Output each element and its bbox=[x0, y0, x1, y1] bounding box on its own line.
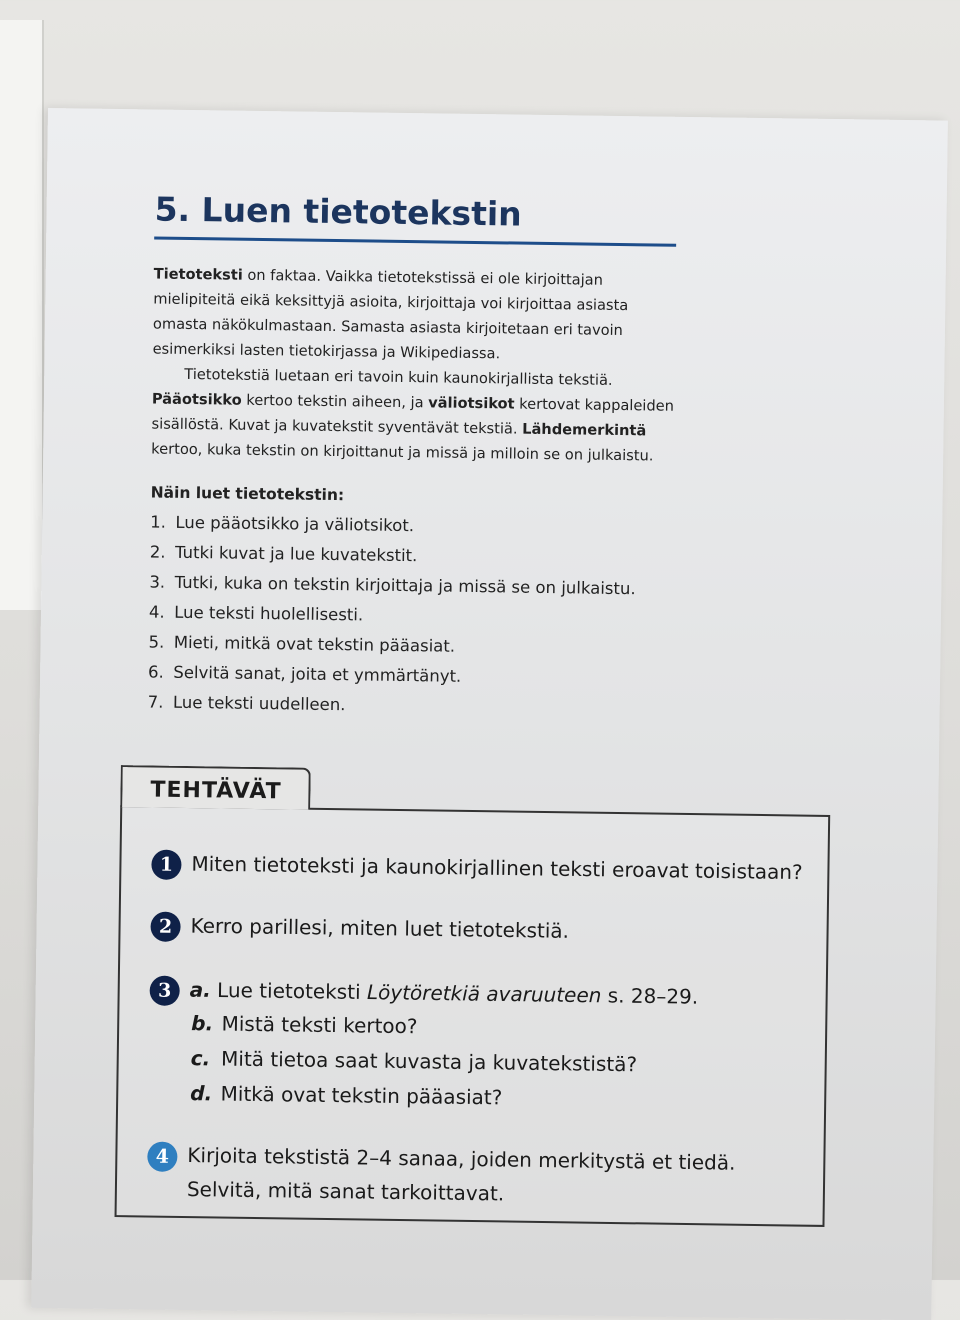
intro-paragraph-1 bbox=[152, 261, 681, 368]
task-text: Kerro parillesi, miten luet tietotekstiä. bbox=[190, 913, 570, 943]
book-page bbox=[31, 108, 948, 1320]
step-number: 3. bbox=[149, 572, 166, 592]
term-valiotsikot: väliotsikot bbox=[428, 394, 515, 413]
task-text: Mitä tietoa saat kuvasta ja kuvatekstistä? bbox=[220, 1046, 638, 1077]
tasks-heading: TEHTÄVÄT bbox=[150, 777, 282, 805]
intro-text bbox=[151, 261, 682, 468]
subtask-label: b. bbox=[191, 1011, 214, 1036]
step-number: 7. bbox=[147, 692, 164, 712]
task-number-badge: 4 bbox=[147, 1141, 177, 1171]
adjacent-text-fragment bbox=[0, 296, 20, 311]
step-number: 4. bbox=[148, 602, 165, 622]
task-2 bbox=[150, 912, 569, 948]
subtask-a bbox=[190, 978, 699, 1009]
task-text: Lue tietoteksti bbox=[216, 977, 361, 1004]
subtask-label: d. bbox=[190, 1081, 213, 1106]
adjacent-text-fragment bbox=[0, 266, 20, 281]
task-text: Selvitä, mitä sanat tarkoittavat. bbox=[186, 1177, 505, 1206]
task-number-badge: 1 bbox=[151, 850, 181, 880]
howto-steps-list bbox=[148, 507, 761, 725]
page-content bbox=[148, 190, 765, 726]
adjacent-text-fragment bbox=[0, 116, 20, 131]
step-text: Lue teksti huolellisesti. bbox=[174, 602, 364, 625]
adjacent-text-fragment bbox=[0, 236, 20, 251]
task-text: Miten tietoteksti ja kaunokirjallinen teksti eroavat toisistaan? bbox=[191, 851, 803, 885]
adjacent-text-fragment bbox=[0, 206, 20, 221]
intro-paragraph-2 bbox=[151, 361, 680, 468]
subtask-label: c. bbox=[190, 1046, 211, 1071]
intro-text-span: Tietotekstiä luetaan eri tavoin kuin kaunokirjallista tekstiä. bbox=[184, 365, 613, 389]
task-4 bbox=[147, 1137, 736, 1213]
tasks-tab bbox=[120, 765, 311, 810]
task-1 bbox=[151, 850, 803, 889]
subtask-label: a. bbox=[189, 977, 211, 1002]
step-text: Lue teksti uudelleen. bbox=[172, 692, 346, 715]
adjacent-text-fragment bbox=[0, 176, 20, 191]
adjacent-page bbox=[0, 20, 44, 610]
task-text: Mitkä ovat tekstin pääasiat? bbox=[220, 1081, 503, 1110]
subtask-d bbox=[190, 1076, 697, 1118]
tasks-box bbox=[115, 777, 831, 1227]
task-text: s. 28–29. bbox=[607, 983, 699, 1009]
term-tietoteksti: Tietoteksti bbox=[153, 265, 243, 284]
adjacent-text-fragment bbox=[0, 326, 20, 341]
adjacent-text-fragment bbox=[0, 146, 20, 161]
howto-heading: Näin luet tietotekstin: bbox=[150, 483, 345, 505]
step-number: 1. bbox=[150, 512, 167, 532]
step-number: 2. bbox=[149, 542, 166, 562]
step-text: Mieti, mitkä ovat tekstin pääasiat. bbox=[173, 632, 456, 656]
task-text: Mistä teksti kertoo? bbox=[221, 1011, 418, 1039]
term-paaotsikko: Pääotsikko bbox=[151, 390, 242, 409]
title-underline bbox=[154, 236, 676, 246]
book-title: Löytöretkiä avaruuteen bbox=[366, 980, 602, 1008]
task-number-badge: 2 bbox=[150, 912, 180, 942]
page-title: 5. Luen tietotekstin bbox=[154, 189, 522, 234]
term-lahdemerkinta: Lähdemerkintä bbox=[522, 420, 647, 440]
intro-text-span: on faktaa. Vaikka tietotekstissä ei ole kirjoittajan mielipiteitä eikä keksittyjä asioita, kirjoittaja voi kirjoittaa asiasta omasta näkökulmastaan. Samasta asiasta kirjoitetaan eri tavoin esimerkiksi lasten tietokirjassa ja Wikipediassa. bbox=[152, 266, 629, 363]
step-text: Lue pääotsikko ja väliotsikot. bbox=[175, 512, 415, 536]
step-number: 6. bbox=[148, 662, 165, 682]
task-text: Kirjoita tekstistä 2–4 sanaa, joiden merkitystä et tiedä. bbox=[187, 1143, 736, 1175]
task-3 bbox=[148, 976, 698, 1119]
step-text: Tutki, kuka on tekstin kirjoittaja ja missä se on julkaistu. bbox=[174, 572, 636, 599]
intro-text-span: kertovat kappaleiden sisällöstä. Kuvat ja kuvatekstit syventävät tekstiä. bbox=[151, 395, 675, 438]
intro-text-span: kertoo tekstin aiheen, ja bbox=[246, 391, 424, 412]
step-text: Tutki kuvat ja lue kuvatekstit. bbox=[174, 542, 418, 566]
step-text: Selvitä sanat, joita et ymmärtänyt. bbox=[173, 662, 462, 686]
step-number: 5. bbox=[148, 632, 165, 652]
task-number-badge: 3 bbox=[149, 976, 179, 1006]
intro-text-span: kertoo, kuka tekstin on kirjoittanut ja missä ja milloin se on julkaistu. bbox=[151, 440, 654, 465]
